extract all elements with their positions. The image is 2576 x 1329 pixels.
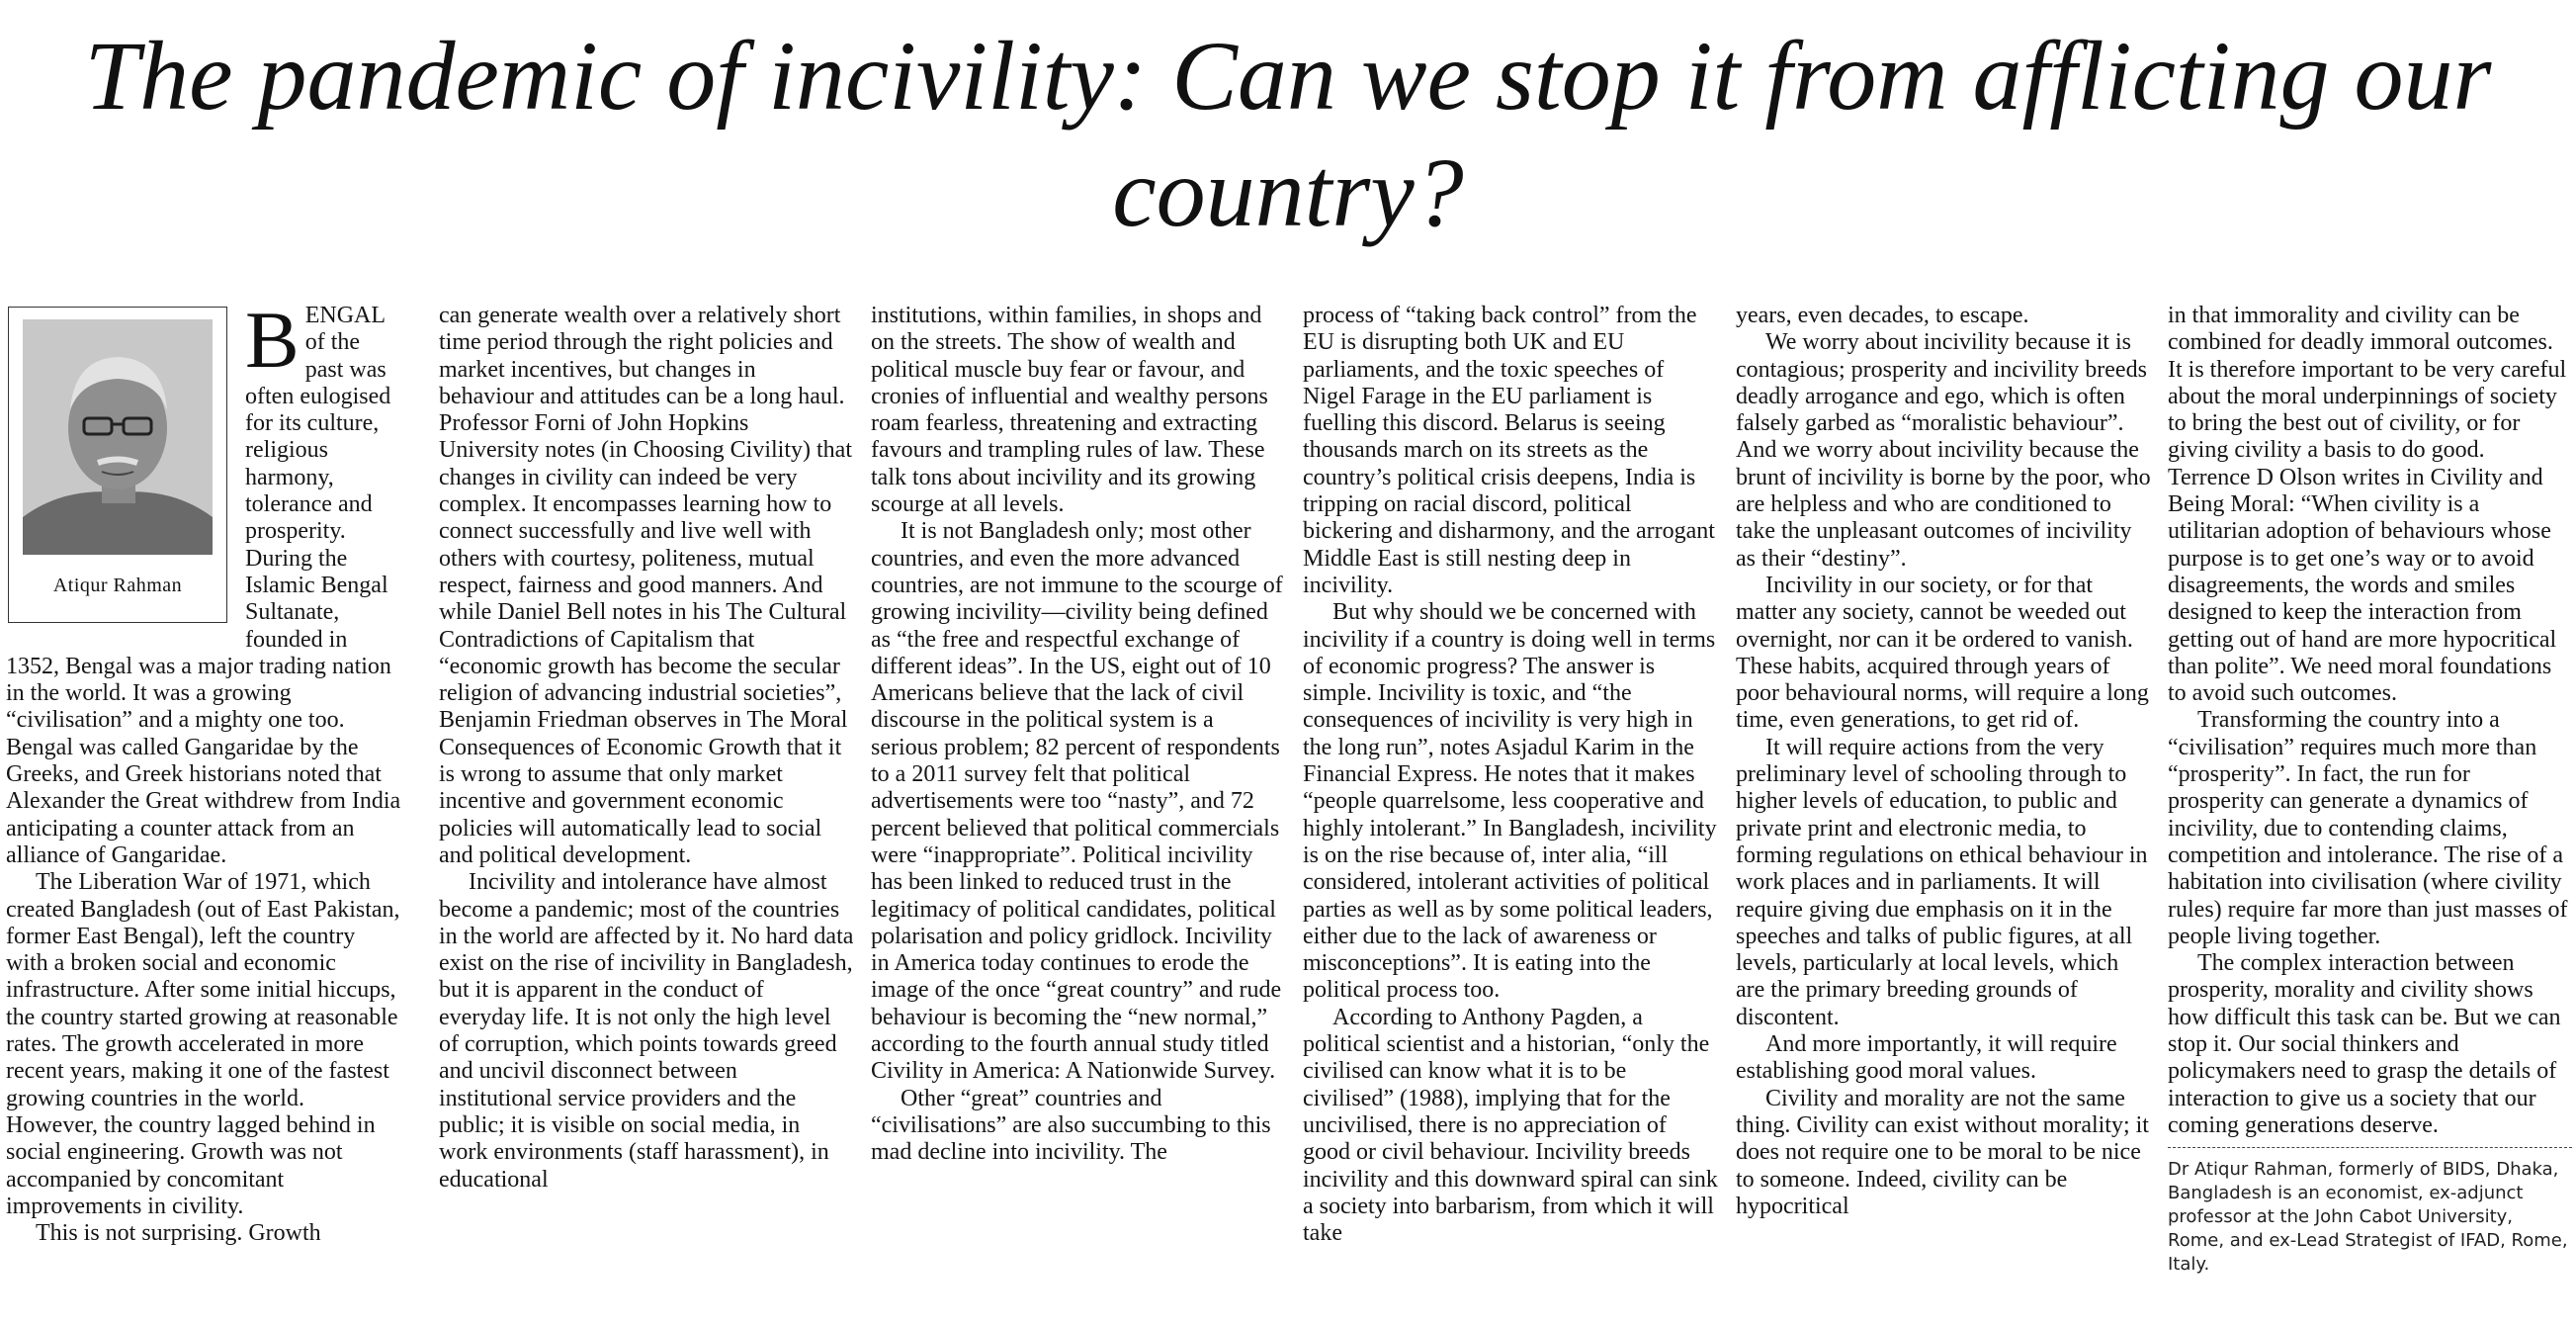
paragraph: process of “taking back control” from the EU is disrupting both UK and EU parliaments, and the toxic speeches of Nigel Farage in the EU parliament is fuelling this discord. Belarus is seeing thousands march on its streets as the country’s political crisis deepens, India is tripping on racial discord, political bickering and disharmony, and the arrogant Middle East is still nesting deep in incivility. <box>1303 303 1715 598</box>
paragraph: Other “great” countries and “civilisations” are also succumbing to this mad decline into incivility. The <box>871 1085 1271 1166</box>
paragraph: in that immorality and civility can be combined for deadly immoral outcomes. It is therefore important to be very careful about the moral underpinnings of society to bring the best out of civility, or for giving civility a basis to do good. Terrence D Olson writes in Civility and Being Moral: “When civility is a utilitarian adoption of behaviours whose purpose is to get one’s way or to avoid disagreements, the words and smiles designed to keep the interaction from getting out of hand are more hypocritical than polite”. We need moral foundations to avoid such outcomes. <box>2168 303 2567 707</box>
column-1 <box>6 303 401 1329</box>
paragraph: Transforming the country into a “civilisation” requires much more than “prosperity”. In fact, the run for prosperity can generate a dynamics of incivility, due to contending claims, competition and intolerance. The rise of a habitation into civilisation (where civility rules) require far more than just masses of people living together. <box>2168 707 2568 949</box>
paragraph: It will require actions from the very preliminary level of schooling through to higher levels of education, to public and private print and electronic media, to forming regulations on ethical behaviour in work places and in parliaments. It will require giving due emphasis on it in the speeches and talks of public figures, at all levels, particularly at local levels, which are the primary breeding grounds of discontent. <box>1736 734 2148 1030</box>
paragraph: But why should we be concerned with incivility if a country is doing well in terms of economic progress? The answer is simple. Incivility is toxic, and “the consequences of incivility is very high in the long run”, notes Asjadul Karim in the Financial Express. He notes that it makes “people quarrelsome, less cooperative and highly intolerant.” In Bangladesh, incivility is on the rise because of, inter alia, “ill considered, intolerant activities of political parties as well as by some political leaders, either due to the lack of awareness or misconceptions”. It is eating into the political process too. <box>1303 599 1717 1004</box>
author-photo-box <box>8 307 227 623</box>
article-body <box>6 303 2572 1329</box>
drop-cap: B <box>245 303 300 385</box>
paragraph: And more importantly, it will require establishing good moral values. <box>1736 1031 2117 1085</box>
author-byline: Atiqur Rahman <box>52 575 183 596</box>
author-note: Dr Atiqur Rahman, formerly of BIDS, Dhaka, Bangladesh is an economist, ex-adjunct professor at the John Cabot University, Rome, and ex-Lead Strategist of IFAD, Rome, Italy. <box>2168 1159 2568 1276</box>
paragraph: Incivility in our society, or for that matter any society, cannot be weeded out overnight, nor can it be ordered to vanish. These habits, acquired through years of poor behavioural norms, will require a long time, even generations, to get rid of. <box>1736 572 2149 734</box>
paragraph: BENGAL of the past was often eulogised for its culture, religious harmony, tolerance and prosperity. During the Islamic Bengal Sultanate, founded in 1352, Bengal was a major trading nation in the world. It was a growing “civilisation” and a mighty one too. Bengal was called Gangaridae by the Greeks, and Greek historians noted that Alexander the Great withdrew from India anticipating a counter attack from an alliance of Gangaridae. <box>6 303 401 868</box>
column-2 <box>439 303 854 1329</box>
paragraph: Incivility and intolerance have almost become a pandemic; most of the countries in the world are affected by it. No hard data exist on the rise of incivility in Bangladesh, but it is apparent in the conduct of everyday life. It is not only the high level of corruption, which points towards greed and uncivil disconnect between institutional service providers and the public; it is visible on social media, in work environments (staff harassment), in educational <box>439 869 854 1193</box>
column-4 <box>1303 303 1718 1329</box>
paragraph: We worry about incivility because it is contagious; prosperity and incivility breeds deadly arrogance and ego, which is often falsely garbed as “moralistic behaviour”. And we worry about incivility because the brunt of incivility is borne by the poor, who are helpless and who are conditioned to take the unpleasant outcomes of incivility as their “destiny”. <box>1736 329 2151 572</box>
paragraph: years, even decades, to escape. <box>1736 303 2029 328</box>
paragraph: can generate wealth over a relatively short time period through the right policies and market incentives, but changes in behaviour and attitudes can be a long haul. Professor Forni of John Hopkins University notes (in Choosing Civility) that changes in civility can indeed be very complex. It encompasses learning how to connect successfully and live well with others with courtesy, politeness, mutual respect, fairness and good manners. And while Daniel Bell notes in his The Cultural Contradictions of Capitalism that “economic growth has become the secular religion of advancing industrial societies”, Benjamin Friedman observes in The Moral Consequences of Economic Growth that it is wrong to assume that only market incentive and government economic policies will automatically lead to social and political development. <box>439 303 852 868</box>
paragraph: institutions, within families, in shops and on the streets. The show of wealth and political muscle buy fear or favour, and cronies of influential and wealthy persons roam fearless, threatening and extracting favours and trampling rules of law. These talk tons about incivility and its growing scourge at all levels. <box>871 303 1268 518</box>
author-portrait-icon <box>23 319 213 555</box>
paragraph: According to Anthony Pagden, a political scientist and a historian, “only the civilised can know what it is to be civilised” (1988), implying that for the uncivilised, there is no appreciation of good or civil behaviour. Incivility breeds incivility and this downward spiral can sink a society into barbarism, from which it will take <box>1303 1004 1718 1247</box>
paragraph: This is not surprising. Growth <box>36 1220 321 1247</box>
divider <box>2168 1147 2572 1148</box>
column-3 <box>871 303 1286 1329</box>
paragraph: The complex interaction between prosperity, morality and civility shows how difficult this task can be. But we can stop it. Our social thinkers and policymakers need to grasp the details of interaction to give us a society that our coming generations deserve. <box>2168 950 2561 1138</box>
paragraph: The Liberation War of 1971, which created Bangladesh (out of East Pakistan, former East Bengal), left the country with a broken social and economic infrastructure. After some initial hiccups, the country started growing at reasonable rates. The growth accelerated in more recent years, making it one of the fastest growing countries in the world. However, the country lagged behind in social engineering. Growth was not accompanied by concomitant improvements in civility. <box>6 869 400 1219</box>
paragraph: It is not Bangladesh only; most other countries, and even the more advanced countries, are not immune to the scourge of growing incivility—civility being defined as “the free and respectful exchange of different ideas”. In the US, eight out of 10 Americans believe that the lack of civil discourse in the political system is a serious problem; 82 percent of respondents to a 2011 survey felt that political advertisements were too “nasty”, and 72 percent believed that political commercials were “inappropriate”. Political incivility has been linked to reduced trust in the legitimacy of political candidates, political polarisation and policy gridlock. Incivility in America today continues to erode the image of the once “great country” and rude behaviour is becoming the “new normal,” according to the fourth annual study titled Civility in America: A Nationwide Survey. <box>871 518 1283 1085</box>
column-6 <box>2168 303 2572 1329</box>
headline: The pandemic of incivility: Can we stop it from afflicting our country? <box>84 21 2492 247</box>
paragraph: Civility and morality are not the same thing. Civility can exist without morality; it does not require one to be moral to be nice to someone. Indeed, civility can be hypocritical <box>1736 1085 2149 1219</box>
column-5 <box>1736 303 2151 1329</box>
